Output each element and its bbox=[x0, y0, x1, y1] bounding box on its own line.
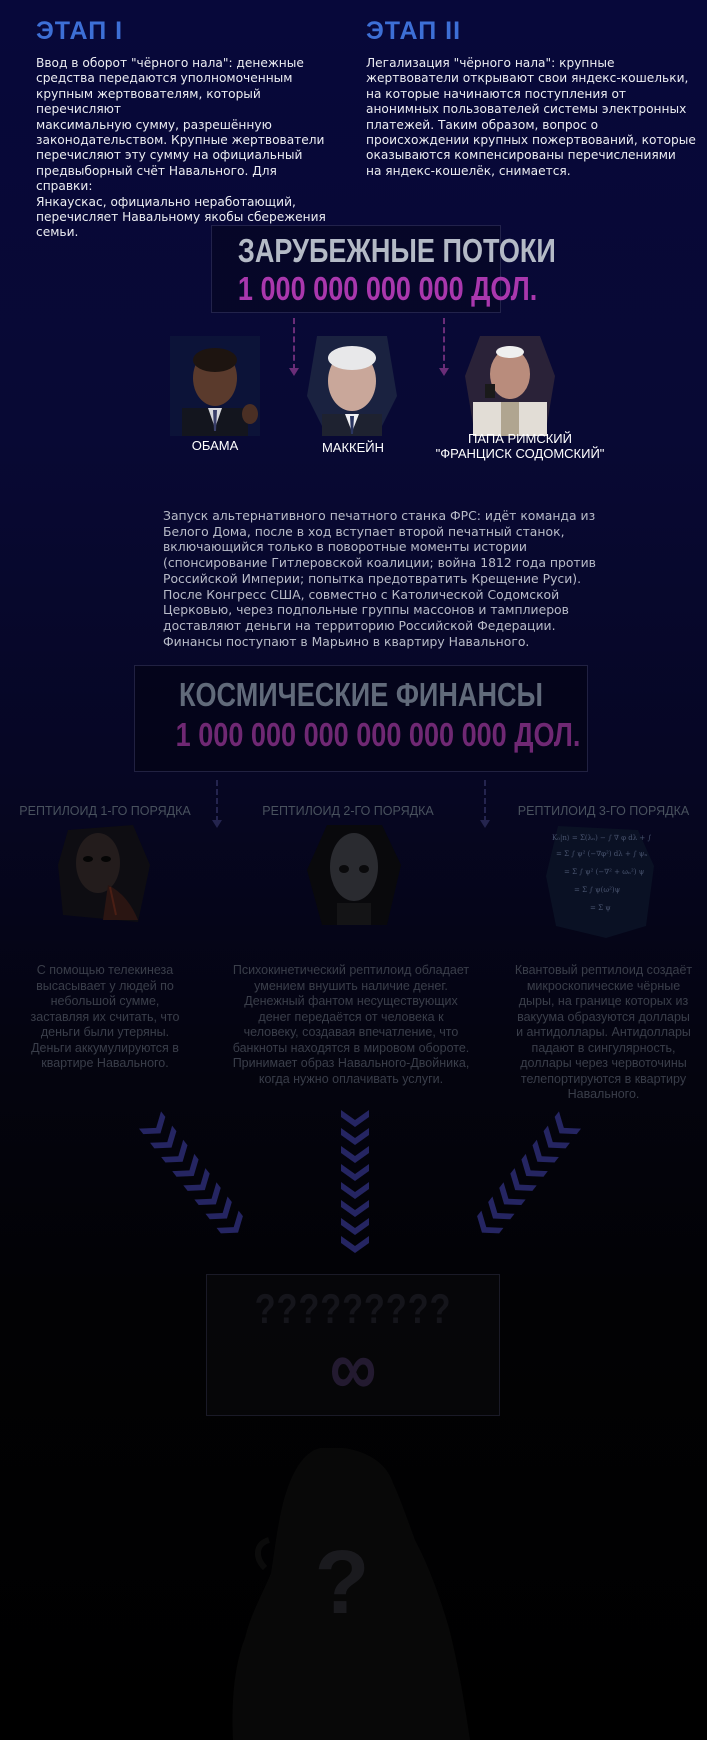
stage-2-text: Легализация "чёрного нала": крупные жертвователи открывают свои яндекс-кошельки, на которые начинаются поступления от анонимных пользователей системы электронных платежей. Таким образом, вопрос о происхождении крупных пожертвований, которые оказываются компенсированы перечислениями на яндекс-кошелёк, снимается. bbox=[366, 56, 696, 178]
cosmic-finances-title: КОСМИЧЕСКИЕ ФИНАНСЫ bbox=[178, 676, 544, 713]
connector-arrow-left bbox=[289, 368, 299, 376]
obama-portrait bbox=[170, 336, 260, 436]
fed-printing-text: Запуск альтернативного печатного станка ФРС: идёт команда из Белого Дома, после в ход вступает второй печатный станок, включающийся только в поворотные моменты истории (спонсирование Гитлеровской коалиции; война 1812 года против Российской Империи; попытка предотвратить Крещение Руси). После Конгресс США, совместно с Католической Содомской Церковью, через подпольные группы массонов и тамплиеров доставляют деньги на территорию Российской Федерации. Финансы поступают в Марьино в квартиру Навального. bbox=[163, 508, 596, 649]
foreign-flows-amount: 1 000 000 000 000 ДОЛ. bbox=[237, 270, 538, 307]
question-mark-icon: ? bbox=[314, 1533, 370, 1633]
stage-1-title: ЭТАП I bbox=[36, 17, 124, 45]
reptiloid-1-image bbox=[58, 825, 150, 922]
foreign-flows-box bbox=[211, 225, 556, 313]
cosmic-arrow-right bbox=[480, 820, 490, 828]
connector-dashed-right bbox=[443, 318, 445, 370]
chevron-arrow-right bbox=[471, 1111, 581, 1241]
question-marks: ????????? bbox=[254, 1285, 452, 1332]
unknown-source-box bbox=[206, 1274, 500, 1416]
chevron-arrows bbox=[120, 1110, 600, 1270]
cosmic-arrow-left bbox=[212, 820, 222, 828]
reptiloid-2-text: Психокинетический рептилоид обладает умением внушить наличие денег. Денежный фантом несуществующих денег передаётся от человека к человеку, создавая впечатление, что банкноты находятся в мировом обороте. Принимает образ Навального-Двойника, когда нужно оплачивать услуги. bbox=[232, 963, 470, 1086]
connector-dashed-left bbox=[293, 318, 295, 370]
reptiloid-3-title: РЕПТИЛОИД 3-ГО ПОРЯДКА bbox=[517, 804, 690, 818]
cosmic-connector-left bbox=[216, 780, 218, 822]
svg-text:K₀|n⟩ = Σ(λₙ) − ∫ ∇ φ dλ + ∫: K₀|n⟩ = Σ(λₙ) − ∫ ∇ φ dλ + ∫ bbox=[552, 834, 652, 842]
reptiloid-3-equations-image bbox=[546, 826, 656, 938]
mccain-portrait bbox=[307, 336, 397, 436]
stage-2-title: ЭТАП II bbox=[366, 17, 462, 45]
svg-text:= Σ ∫ ψ² (−∇² + ωₙ²) ψ: = Σ ∫ ψ² (−∇² + ωₙ²) ψ bbox=[564, 868, 645, 876]
chevron-arrow-center bbox=[341, 1110, 369, 1253]
cosmic-connector-right bbox=[484, 780, 486, 822]
pope-portrait bbox=[465, 336, 555, 436]
obama-label: ОБАМА bbox=[191, 438, 239, 453]
reptiloid-1-title: РЕПТИЛОИД 1-ГО ПОРЯДКА bbox=[19, 804, 191, 818]
mccain-label: МАККЕЙН bbox=[321, 440, 385, 455]
reptiloid-1-text: С помощью телекинеза высасывает у людей по небольшой сумме, заставляя их считать, что деньги были утеряны. Деньги аккумулируются в квартире Навального. bbox=[30, 963, 180, 1070]
reptiloid-2-image bbox=[307, 825, 401, 925]
foreign-flows-title: ЗАРУБЕЖНЫЕ ПОТОКИ bbox=[237, 232, 556, 269]
chevron-arrow-left bbox=[139, 1111, 249, 1241]
stage-1-text: Ввод в оборот "чёрного нала": денежные средства передаются уполномоченным крупным жертвователям, который перечисляют максимальную сумму, разрешённую законодательством. Крупные жертвователи перечисляют эту сумму на официальный предвыборный счёт Навального. Для справки: Янкаускас, официально неработающий, перечисляет Навальному якобы сбережения семьи. bbox=[36, 56, 326, 240]
connector-arrow-right bbox=[439, 368, 449, 376]
cosmic-finances-box bbox=[134, 665, 588, 772]
svg-text:= Σ ψ: = Σ ψ bbox=[590, 904, 611, 912]
svg-text:= Σ ∫ ψ(ω²)ψ: = Σ ∫ ψ(ω²)ψ bbox=[574, 886, 621, 894]
reptiloid-2-title: РЕПТИЛОИД 2-ГО ПОРЯДКА bbox=[262, 804, 434, 818]
cosmic-finances-amount: 1 000 000 000 000 000 000 ДОЛ. bbox=[175, 716, 581, 753]
infinity-symbol: ∞ bbox=[329, 1323, 377, 1412]
svg-text:= Σ ∫ ψ² (−∇φ²) dλ + ∫ ψₙ: = Σ ∫ ψ² (−∇φ²) dλ + ∫ ψₙ bbox=[556, 850, 648, 858]
pope-label: ПАПА РИМСКИЙ "ФРАНЦИСК СОДОМСКИЙ" bbox=[435, 431, 605, 461]
reptiloid-3-text: Квантовый рептилоид создаёт микроскопические чёрные дыры, на границе которых из вакуума образуются доллары и антидоллары. Антидоллары падают в сингулярность, доллары через червоточины телепортируются в квартиру Навального. bbox=[514, 963, 693, 1101]
